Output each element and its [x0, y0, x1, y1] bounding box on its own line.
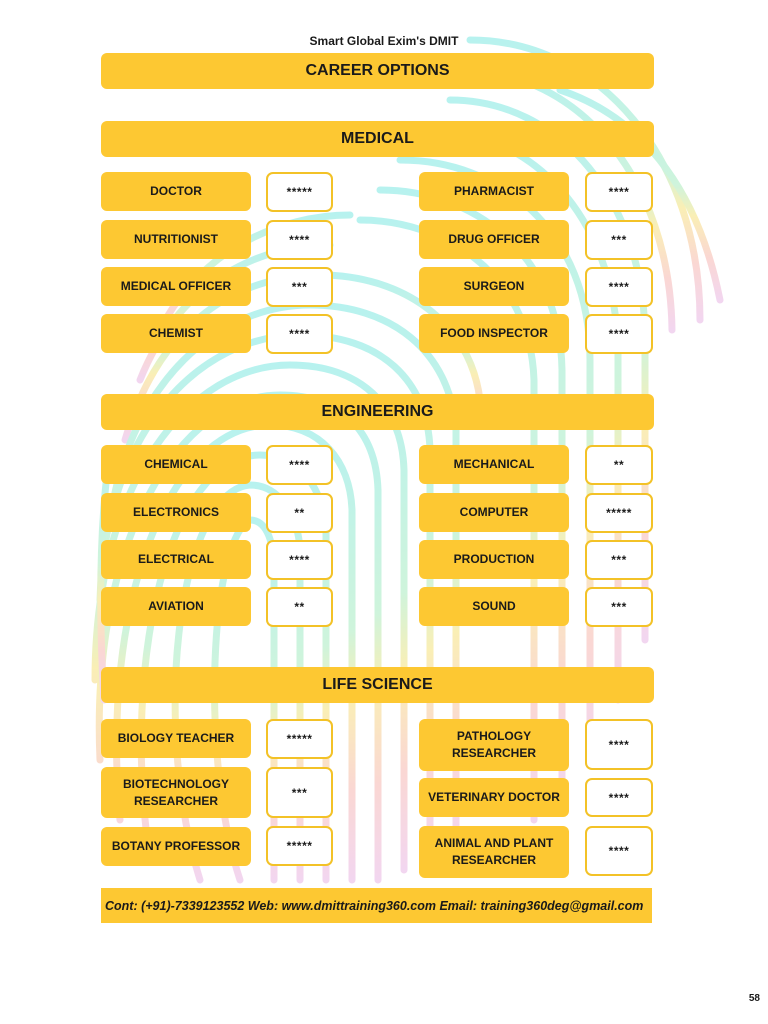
career-label: ANIMAL AND PLANT RESEARCHER	[419, 826, 569, 878]
career-rating: ***	[585, 220, 653, 260]
career-label: MEDICAL OFFICER	[101, 267, 251, 306]
header-title: Smart Global Exim's DMIT	[309, 34, 459, 48]
career-label: DOCTOR	[101, 172, 251, 211]
career-label: PATHOLOGY RESEARCHER	[419, 719, 569, 771]
section-title: LIFE SCIENCE	[322, 676, 433, 693]
career-rating: ***	[585, 540, 653, 580]
career-label: BIOTECHNOLOGY RESEARCHER	[101, 767, 251, 818]
career-label: FOOD INSPECTOR	[419, 314, 569, 353]
career-label: PRODUCTION	[419, 540, 569, 579]
contact-bar	[101, 888, 652, 923]
contact-text: Cont: (+91)-7339123552 Web: www.dmittraining360.com Email: training360deg@gmail.com	[105, 898, 644, 913]
career-label: BIOLOGY TEACHER	[101, 719, 251, 758]
career-rating: ****	[585, 826, 653, 876]
section-banner-life-science	[101, 667, 654, 703]
career-rating: ****	[266, 445, 333, 485]
career-rating: **	[266, 587, 333, 627]
career-rating: ****	[585, 314, 653, 354]
career-label: PHARMACIST	[419, 172, 569, 211]
page-title: CAREER OPTIONS	[305, 62, 450, 79]
career-rating: ***	[585, 587, 653, 627]
career-rating: **	[266, 493, 333, 533]
career-rating: **	[585, 445, 653, 485]
career-label: COMPUTER	[419, 493, 569, 532]
career-label: CHEMIST	[101, 314, 251, 353]
section-title: MEDICAL	[341, 130, 414, 147]
career-label: SOUND	[419, 587, 569, 626]
career-label: BOTANY PROFESSOR	[101, 827, 251, 866]
career-label: ELECTRICAL	[101, 540, 251, 579]
career-rating: ****	[266, 314, 333, 354]
career-label: DRUG OFFICER	[419, 220, 569, 259]
career-label: SURGEON	[419, 267, 569, 306]
career-rating: *****	[266, 826, 333, 866]
career-label: CHEMICAL	[101, 445, 251, 484]
section-banner-medical	[101, 121, 654, 157]
career-rating: *****	[266, 172, 333, 212]
career-rating: *****	[266, 719, 333, 759]
career-label: VETERINARY DOCTOR	[419, 778, 569, 817]
career-rating: ****	[585, 719, 653, 770]
career-rating: ***	[266, 767, 333, 818]
career-rating: *****	[585, 493, 653, 533]
page-number: 58	[748, 993, 760, 1004]
career-rating: ****	[585, 778, 653, 817]
career-label: AVIATION	[101, 587, 251, 626]
career-label: MECHANICAL	[419, 445, 569, 484]
career-label: ELECTRONICS	[101, 493, 251, 532]
career-rating: ***	[266, 267, 333, 307]
career-label: NUTRITIONIST	[101, 220, 251, 259]
career-rating: ****	[585, 172, 653, 212]
career-rating: ****	[585, 267, 653, 307]
career-rating: ****	[266, 220, 333, 260]
career-rating: ****	[266, 540, 333, 580]
section-title: ENGINEERING	[321, 403, 434, 420]
page-title-banner	[101, 53, 654, 89]
section-banner-engineering	[101, 394, 654, 430]
